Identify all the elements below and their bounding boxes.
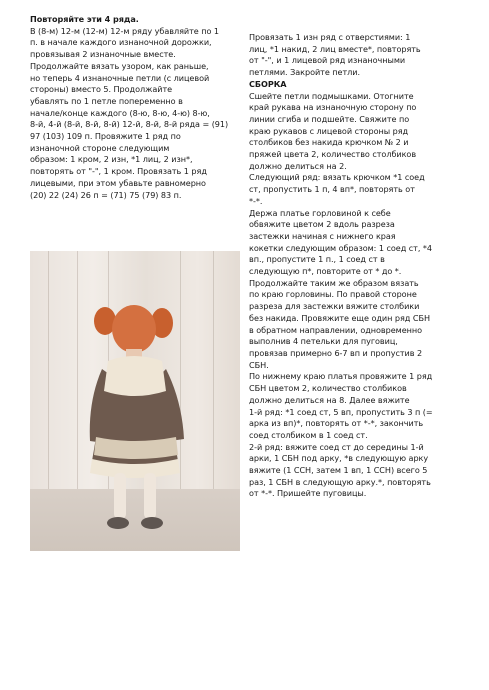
text-line: начале/конце каждого (8-ю, 8-ю, 4-ю) 8-ю, bbox=[30, 107, 210, 118]
leg-right bbox=[144, 473, 156, 519]
text-line: застежки начиная с нижнего края bbox=[249, 230, 396, 241]
text-line: Провязать 1 изн ряд с отверстиями: 1 bbox=[249, 32, 411, 42]
dress-photo bbox=[30, 251, 240, 551]
text-line: вп., пропустите 1 п., 1 соед ст в bbox=[249, 254, 385, 265]
text-line: пряжей цвета 2, количество столбиков bbox=[249, 149, 417, 160]
text-line: В (8-м) 12-м (12-м) 12-м ряду убавляйте по 1 bbox=[30, 25, 220, 36]
text-line: провязав примерно 6-7 вп и пропустив 2 bbox=[249, 347, 423, 358]
text-line: следующую п*, повторите от * до *. bbox=[249, 266, 402, 277]
text-line: арка из вп)*, повторять от *-*, закончить bbox=[249, 418, 424, 429]
shoe-left bbox=[107, 517, 129, 529]
text-line: от *-*. Пришейте пуговицы. bbox=[249, 488, 367, 499]
text-line: п. в начале каждого изнаночной дорожки, bbox=[30, 37, 212, 48]
dress-yoke bbox=[104, 356, 166, 396]
text-line: 8-й, 4-й (8-й, 8-й, 8-й) 12-й, 8-й, 8-й ряда = (91) bbox=[30, 119, 229, 130]
left-text-column bbox=[30, 14, 242, 201]
text-line: стороны) вместо 5. Продолжайте bbox=[30, 84, 173, 95]
girl-figure bbox=[30, 251, 240, 551]
text-line: Продолжайте вязать узором, как раньше, bbox=[30, 60, 209, 71]
right-text-column bbox=[249, 32, 471, 500]
text-line: Следующий ряд: вязать крючком *1 соед bbox=[249, 172, 425, 183]
text-line: кокетки следующим образом: 1 соед ст, *4 bbox=[249, 242, 432, 253]
text-line: Держа платье горловиной к себе bbox=[249, 207, 391, 218]
text-line: вяжите (1 ССН, затем 1 вп, 1 ССН) всего 5 bbox=[249, 465, 428, 476]
text-line: столбиков без накида крючком № 2 и bbox=[249, 137, 409, 148]
text-line: повторять от "-", 1 кром. Провязать 1 ряд bbox=[30, 166, 207, 177]
text-line: должно делиться на 8. Далее вяжите bbox=[249, 394, 410, 405]
text-line: линии сгиба и подшейте. Свяжите по bbox=[249, 113, 410, 124]
text-line: обвяжите цветом 2 вдоль разреза bbox=[249, 219, 395, 230]
text-line: 1-й ряд: *1 соед ст, 5 вп, пропустить 3 п (= bbox=[249, 406, 433, 417]
text-line: краю рукавов с лицевой стороны ряд bbox=[249, 125, 409, 136]
text-line: По нижнему краю платья провяжите 1 ряд bbox=[249, 371, 433, 382]
text-line: без накида. Провяжите еще один ряд СБН bbox=[249, 312, 430, 323]
text-line: соед столбиком в 1 соед ст. bbox=[249, 429, 368, 440]
text-line: СБН. bbox=[249, 359, 269, 370]
leg-left bbox=[114, 473, 126, 519]
text-line: Сшейте петли подмышками. Отогните bbox=[249, 90, 414, 101]
text-line: ст, пропустить 1 п, 4 вп*, повторять от bbox=[249, 184, 415, 195]
text-line: раз, 1 СБН в следующую арку.*, повторять bbox=[249, 476, 431, 487]
text-line: должно делиться на 2. bbox=[249, 160, 347, 171]
text-line: край рукава на изнаночную сторону по bbox=[249, 102, 417, 113]
text-line: но теперь 4 изнаночные петли (с лицевой bbox=[30, 72, 210, 83]
text-line: выполнив 4 петельки для пуговиц, bbox=[249, 336, 398, 347]
text-line: арки, 1 СБН под арку, *в следующую арку bbox=[249, 453, 429, 464]
text-line: лиц, *1 накид, 2 лиц вместе*, повторять bbox=[249, 43, 421, 54]
text-line: 2-й ряд: вяжите соед ст до середины 1-й bbox=[249, 441, 424, 452]
shoe-right bbox=[141, 517, 163, 529]
text-line: от "-", и 1 лицевой ряд изнаночными bbox=[249, 55, 406, 66]
text-line: по краю горловины. По правой стороне bbox=[249, 289, 417, 300]
text-line: Продолжайте таким же образом вязать bbox=[249, 277, 419, 288]
text-line: СБН цветом 2, количество столбиков bbox=[249, 383, 407, 394]
text-line: провязывая 2 изнаночные вместе. bbox=[30, 49, 176, 60]
head-hair bbox=[112, 305, 156, 353]
text-line: петлями. Закройте петли. bbox=[249, 67, 360, 78]
text-line: в обратном направлении, одновременно bbox=[249, 324, 423, 335]
text-line: образом: 1 кром, 2 изн, *1 лиц, 2 изн*, bbox=[30, 154, 193, 165]
text-line: *-*. bbox=[249, 195, 263, 206]
text-line: (20) 22 (24) 26 п = (71) 75 (79) 83 п. bbox=[30, 189, 182, 200]
text-line: убавлять по 1 петле попеременно в bbox=[30, 95, 183, 106]
text-line: 97 (103) 109 п. Провяжите 1 ряд по bbox=[30, 131, 181, 142]
text-line: лицевыми, при этом убавьте равномерно bbox=[30, 177, 206, 188]
text-line: разреза для застежки вяжите столбики bbox=[249, 301, 420, 312]
text-line: изнаночной стороне следующим bbox=[30, 142, 170, 153]
section-heading: Повторяйте эти 4 ряда. bbox=[30, 14, 139, 24]
section-heading: СБОРКА bbox=[249, 78, 287, 89]
